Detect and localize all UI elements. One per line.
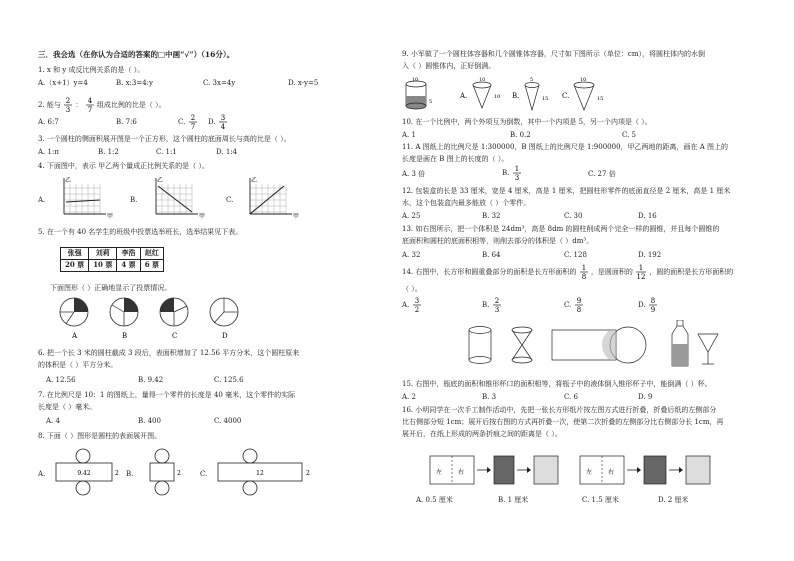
q16-right-label-1: 右: [458, 469, 465, 476]
q16-left-label-1: 左: [436, 469, 443, 476]
q1-option-a[interactable]: A.（x+1）y=4: [38, 79, 88, 87]
q14-option-d[interactable]: [638, 296, 658, 314]
q13-option-b[interactable]: B. 64: [482, 251, 501, 259]
q9-cone-b: [512, 77, 548, 110]
q5-vote-cell: 4 票: [117, 259, 140, 271]
q7-line1: 7. 在比例尺是 10：1 的图纸上，量得一个零件的长度是 40 毫米，这个零件的实际: [38, 391, 296, 399]
q3-option-b[interactable]: B. 1:2: [98, 148, 119, 156]
q9-b-dim-h: 15: [542, 96, 549, 102]
q14-option-c-num: 9: [576, 297, 581, 305]
q7-option-b[interactable]: B. 400: [138, 417, 161, 425]
q10-option-b[interactable]: B. 0.2: [510, 131, 531, 139]
q8-b-height: 2: [177, 470, 181, 477]
q2-option-d[interactable]: [208, 113, 228, 131]
q8-net-a: [48, 446, 128, 500]
q3-stem: 3. 一个圆柱的侧面积展开图是一个正方形，这个圆柱的底面周长与高的比是（ ）。: [38, 135, 291, 143]
q1-option-d[interactable]: D. x-y=5: [288, 79, 319, 87]
q12-option-a[interactable]: A. 25: [402, 212, 421, 220]
q8-net-c: [210, 446, 320, 500]
q5-vote-cell: 10 票: [89, 259, 117, 271]
q11-option-b-prefix: B.: [502, 169, 510, 177]
q4-graph-b: [144, 174, 214, 222]
q5-pie-c: [160, 298, 188, 340]
q2-option-d-frac: [218, 113, 228, 131]
q2-option-a[interactable]: A. 6:7: [38, 118, 59, 126]
q9-containers: [402, 76, 632, 116]
q15-option-c[interactable]: C. 6: [564, 393, 579, 401]
q4-a-axis-x: 甲: [107, 213, 114, 220]
q11-option-b-num: 1: [514, 165, 519, 173]
q2-option-b[interactable]: B. 7:6: [116, 118, 137, 126]
q14-line1-b: ，是圆面积的: [590, 268, 633, 276]
q12-option-d[interactable]: D. 16: [638, 212, 657, 220]
q15-option-d[interactable]: D. 9: [638, 393, 653, 401]
q13-option-d[interactable]: D. 192: [638, 251, 662, 259]
q16-option-a[interactable]: A. 0.5 厘米: [416, 496, 453, 504]
q8-label-b[interactable]: B.: [126, 470, 134, 478]
q14-frac1-den: 8: [581, 273, 586, 281]
q5-pie-charts: [56, 296, 256, 342]
q4-c-axis-x: 甲: [293, 213, 300, 220]
q7-option-c[interactable]: C. 4000: [214, 417, 242, 425]
q6-option-c[interactable]: C. 125.6: [214, 376, 244, 384]
q2-option-d-prefix: D.: [208, 118, 216, 126]
q5-label-c: C: [172, 332, 178, 340]
q8-c-width: 12: [256, 470, 264, 477]
q11-option-b[interactable]: [502, 164, 522, 182]
q14-option-b[interactable]: [482, 296, 502, 314]
q14-option-b-num: 2: [494, 297, 499, 305]
q14-frac1: [579, 263, 589, 281]
q15-option-a[interactable]: A. 2: [402, 393, 416, 401]
q11-option-c[interactable]: C. 27 倍: [588, 170, 616, 178]
q2-frac-b-den: 7: [87, 106, 92, 114]
q1-option-c[interactable]: C. 3x=4y: [203, 79, 236, 87]
q7-option-a[interactable]: A. 4: [46, 417, 60, 425]
q5-vote-table: [60, 247, 164, 272]
q13-option-c[interactable]: C. 128: [564, 251, 587, 259]
q2-stem: [38, 96, 166, 114]
q12-option-c[interactable]: C. 30: [564, 212, 583, 220]
q3-option-d[interactable]: D. 1:4: [216, 148, 238, 156]
q2-frac-b-num: 4: [87, 97, 92, 105]
q5-pie-d: [210, 298, 238, 340]
q14-option-d-den: 9: [650, 306, 656, 314]
q11-option-a[interactable]: A. 3 倍: [402, 170, 426, 178]
q15-bottle-figure: [672, 320, 688, 366]
q4-stem: 4. 下面图中，表示 甲乙两个量成正比例关系的是（ ）。: [38, 162, 209, 170]
q12-line2: 水，这个包装盒内最多能放（ ）个零件。: [402, 199, 531, 207]
q2-option-c-den: 7: [190, 123, 195, 131]
q13-line1: 13. 如右图所示，把一个体积是 24dm³，高是 8dm 的圆柱削成两个完全一样的圆锥，并且每个圆锥的: [402, 225, 720, 233]
q14-frac2-num: 1: [638, 264, 644, 272]
q14-option-a-frac: [412, 296, 422, 314]
q14-frac2: [635, 263, 647, 281]
q14-option-a-den: 2: [414, 306, 419, 314]
q16-left-label-2: 左: [586, 469, 593, 476]
q16-right-label-2: 右: [608, 469, 615, 476]
q8-a-height: 2: [115, 470, 119, 477]
q9-a-dim-h: 10: [494, 94, 501, 100]
q5-line2: 下面图形（ ）正确地显示了投票情况。: [50, 284, 172, 292]
q9-label-a: A.: [460, 92, 468, 100]
q15-cup-figure: [698, 334, 718, 364]
q4-b-axis-x: 甲: [199, 213, 206, 220]
q4-label-a[interactable]: A.: [38, 196, 46, 204]
q13-q15-figures: [462, 320, 762, 370]
q2-suffix: 组成比例的比是（ ）。: [96, 101, 166, 109]
q14-option-d-frac: [648, 296, 658, 314]
q14-line1-c: ，圆的面积是长方形面积的: [649, 268, 734, 276]
q14-line1: [402, 263, 733, 281]
q5-vote-cell: 20 票: [61, 259, 89, 271]
q8-a-width: 9.42: [77, 470, 91, 477]
q16-line1: 16. 小明同学在一次手工制作活动中，先把一张长方形纸片按左图方式进行折叠，折叠后纸的左侧部分: [402, 406, 717, 414]
q2-prefix: 2. 能与: [38, 101, 61, 109]
q4-c-axis-y: 乙: [251, 177, 258, 184]
q9-b-dim-w: 5: [530, 77, 534, 83]
q5-vote-cell: 6 票: [140, 259, 163, 271]
q14-option-b-den: 3: [494, 306, 499, 314]
q16-right-figure: [580, 456, 710, 484]
q5-name-cell: 李浩: [117, 248, 140, 260]
q11-option-b-den: 3: [514, 174, 519, 182]
q2-option-d-num: 3: [220, 114, 226, 122]
q4-b-axis-y: 乙: [157, 177, 164, 184]
q9-line2: 入（ ）圆锥体内，正好倒满。: [402, 62, 496, 70]
q8-label-c[interactable]: C.: [200, 470, 208, 478]
q14-option-d-num: 8: [650, 297, 656, 305]
q5-name-cell: 张强: [61, 248, 89, 260]
section-title: 三．我会选（在你认为合适的答案的□中画“√”）（16分）。: [38, 50, 235, 59]
q2-option-c-num: 2: [190, 114, 195, 122]
q2-frac-a: [63, 96, 73, 114]
q9-c-dim-w: 10: [580, 77, 587, 83]
q4-label-c[interactable]: C.: [226, 196, 234, 204]
q6-line1: 6. 把一个长 3 米的圆柱截成 3 段后，表面积增加了 12.56 平方分米，这个圆柱原来: [38, 349, 300, 357]
q5-name-cell: 刘莉: [89, 248, 117, 260]
q4-graph-c: [238, 174, 308, 222]
q9-c-dim-h: 15: [597, 96, 604, 102]
q4-a-axis-y: 乙: [65, 177, 72, 184]
q13-double-cone-figure: [512, 327, 532, 363]
q10-option-a[interactable]: A. 1: [402, 131, 416, 139]
q11-option-b-frac: [512, 164, 522, 182]
q15-stem: 15. 右图中，瓶底的面积和锥形杯口的面积相等，将瓶子中的液体倒入锥形杯子中，能倒满（ ）杯。: [402, 380, 712, 388]
q5-pie-b: [110, 298, 138, 340]
q14-option-a-num: 3: [414, 297, 419, 305]
q5-stem: 5. 在一个有 40 名学生的班级中投票选举班长，选举结果见下表。: [38, 228, 243, 236]
q14-option-a-label: A.: [402, 301, 410, 309]
q9-cone-c: [562, 77, 603, 110]
q11-line1: 11. A 图纸上的比例尺是 1:300000，B 图纸上的比例尺是 1:900000，甲乙两地的距离，画在 A 图上的: [402, 143, 729, 151]
q9-line1: 9. 小军做了一个圆柱体容器和几个圆锥体容器，尺寸如下图所示（单位：cm），将圆柱体内的水倒: [402, 50, 705, 58]
q2-option-c-prefix: C.: [178, 118, 186, 126]
q6-line2: 的体积是（ ）平方分米。: [38, 361, 118, 369]
q14-frac2-den: 12: [636, 273, 646, 281]
q8-c-height: 2: [306, 470, 310, 477]
q2-frac-a-den: 3: [65, 106, 71, 114]
q2-option-d-den: 4: [220, 123, 226, 131]
q5-label-a: A: [72, 332, 78, 340]
q9-label-b: B.: [512, 92, 520, 100]
q8-net-b: [138, 446, 198, 500]
q16-option-c[interactable]: C. 1.5 厘米: [582, 496, 619, 504]
q16-line3: 展开后，在纸上形成的两条折痕之间的距离是（ ）。: [402, 430, 562, 438]
q15-option-b[interactable]: B. 3: [482, 393, 497, 401]
q14-option-c-den: 8: [576, 306, 581, 314]
q13-cylinder-figure: [469, 327, 491, 364]
q14-line1-a: 14. 右图中，长方形和圆重叠部分的面积是长方形面积的: [402, 268, 577, 276]
q14-option-b-label: B.: [482, 301, 490, 309]
q9-cone-a: [459, 77, 500, 108]
q12-option-b[interactable]: B. 32: [482, 212, 501, 220]
q9-cyl-width: 10: [412, 77, 419, 83]
q13-option-a[interactable]: A. 32: [402, 251, 421, 259]
q6-option-a[interactable]: A. 12.56: [46, 376, 76, 384]
q13-line2: 底面积和圆柱的底面积相等，则削去部分的体积是（ ）dm³。: [402, 237, 594, 245]
q14-option-b-frac: [492, 296, 502, 314]
q2-frac-a-num: 2: [65, 97, 71, 105]
q9-cylinder: [406, 77, 432, 109]
q14-option-c-frac: [574, 296, 584, 314]
q14-line2: （ ）。: [402, 285, 422, 293]
q4-graph-a: [52, 174, 122, 222]
q14-frac1-num: 1: [581, 264, 586, 272]
q16-folding-figures: [422, 446, 722, 496]
q16-option-b[interactable]: B. 1 厘米: [498, 496, 529, 504]
q16-option-d[interactable]: D. 2 厘米: [658, 496, 689, 504]
q5-pie-a: [60, 298, 88, 340]
q5-label-d: D: [222, 332, 228, 340]
q10-stem: 10. 在一个比例中，两个外项互为倒数，其中一个内项是 5，另一个内项是（ ）。: [402, 118, 652, 126]
q16-left-figure: [430, 456, 558, 484]
q11-line2: 长度是画在 B 图上的长度的（ ）。: [402, 155, 509, 163]
q3-option-c[interactable]: C. 1:1: [156, 148, 177, 156]
q14-option-c[interactable]: [564, 296, 584, 314]
q2-frac-b: [85, 96, 95, 114]
q3-option-a[interactable]: A. 1:π: [38, 148, 59, 156]
q6-option-b[interactable]: B. 9.42: [138, 376, 164, 384]
q8-stem: 8. 下面（ ）图形是圆柱的表面展开图。: [38, 432, 162, 440]
q1-option-b[interactable]: B. x:3=4:y: [116, 79, 153, 87]
q14-option-d-label: D.: [638, 301, 646, 309]
q5-vote-row: [61, 259, 164, 271]
q14-option-c-label: C.: [564, 301, 572, 309]
q16-line2: 比右侧部分短 1cm；展开后按右图的方式再折叠一次，使第二次折叠的左侧部分比右侧部分长 1cm，再: [402, 418, 724, 426]
q4-label-b[interactable]: B.: [130, 196, 138, 204]
q5-name-cell: 赵红: [140, 248, 163, 260]
q9-cyl-height: 5: [429, 99, 433, 105]
q5-label-b: B: [122, 332, 128, 340]
q7-line2: 长度是（ ）毫米。: [38, 403, 97, 411]
q14-option-a[interactable]: [402, 296, 422, 314]
q9-label-c: C.: [562, 92, 570, 100]
q1-stem: 1. x 和 y 成反比例关系的是（ ）。: [38, 66, 145, 74]
q2-colon: ：: [75, 101, 83, 109]
q5-name-row: [61, 248, 164, 260]
q10-option-c[interactable]: C. 5: [622, 131, 637, 139]
q12-line1: 12. 包装盒的长是 33 厘米，宽是 4 厘米，高是 1 厘米，把圆柱形零件的底面直径是 2 厘米，高是 1 厘米: [402, 187, 731, 195]
q2-option-c[interactable]: [178, 113, 198, 131]
q14-rect-circle-figure: [552, 327, 646, 363]
q9-a-dim-w: 10: [479, 77, 486, 83]
q2-option-c-frac: [188, 113, 198, 131]
q8-label-a[interactable]: A.: [38, 470, 46, 478]
